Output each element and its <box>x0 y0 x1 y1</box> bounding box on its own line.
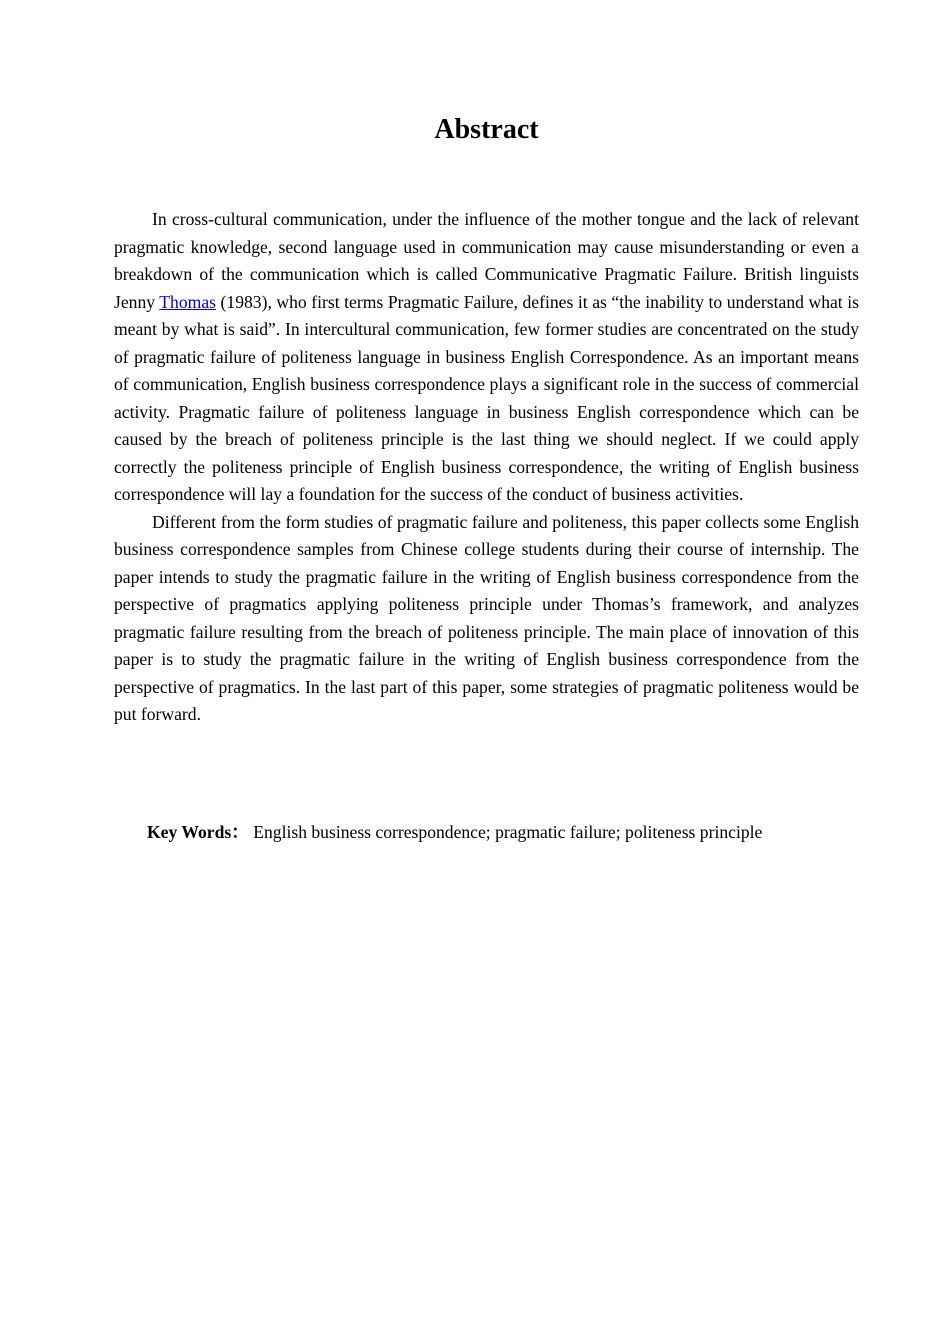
keywords-line <box>147 818 867 846</box>
paragraph-1-text-start: In cross-cultural communication, under the influence of the mother tongue and the lack of relevant pragmatic knowledge, second language used in communication may cause misunderstanding or even a breakdown of the communication which is called Communicative Pragmatic Failure. British linguists Jenny <box>114 209 859 312</box>
paragraph-1-text-end: (1983), who first terms Pragmatic Failure, defines it as “the inability to understand what is meant by what is said”. In intercultural communication, few former studies are concentrated on the study of pragmatic failure of politeness language in business English Correspondence. As an important means of communication, English business correspondence plays a significant role in the success of commercial activity. Pragmatic failure of politeness language in business English correspondence which can be caused by the breach of politeness principle is the last thing we should neglect. If we could apply correctly the politeness principle of English business correspondence, the writing of English business correspondence will lay a foundation for the success of the conduct of business activities. <box>114 291 859 504</box>
abstract-paragraph-1 <box>114 206 859 509</box>
keywords-label: Key Words： <box>147 822 249 842</box>
page-title: Abstract <box>434 114 539 145</box>
abstract-paragraph-2: Different from the form studies of pragmatic failure and politeness, this paper collects some English business correspondence samples from Chinese college students during their course of internship. The paper intends to study the pragmatic failure in the writing of English business correspondence from the perspective of pragmatics applying politeness principle under Thomas’s framework, and analyzes pragmatic failure resulting from the breach of politeness principle. The main place of innovation of this paper is to study the pragmatic failure in the writing of English business correspondence from the perspective of pragmatics. In the last part of this paper, some strategies of pragmatic politeness would be put forward. <box>114 511 859 724</box>
abstract-body <box>114 206 859 729</box>
keywords-value: English business correspondence; pragmatic failure; politeness principle <box>248 822 763 842</box>
thomas-link[interactable]: Thomas <box>159 291 216 312</box>
